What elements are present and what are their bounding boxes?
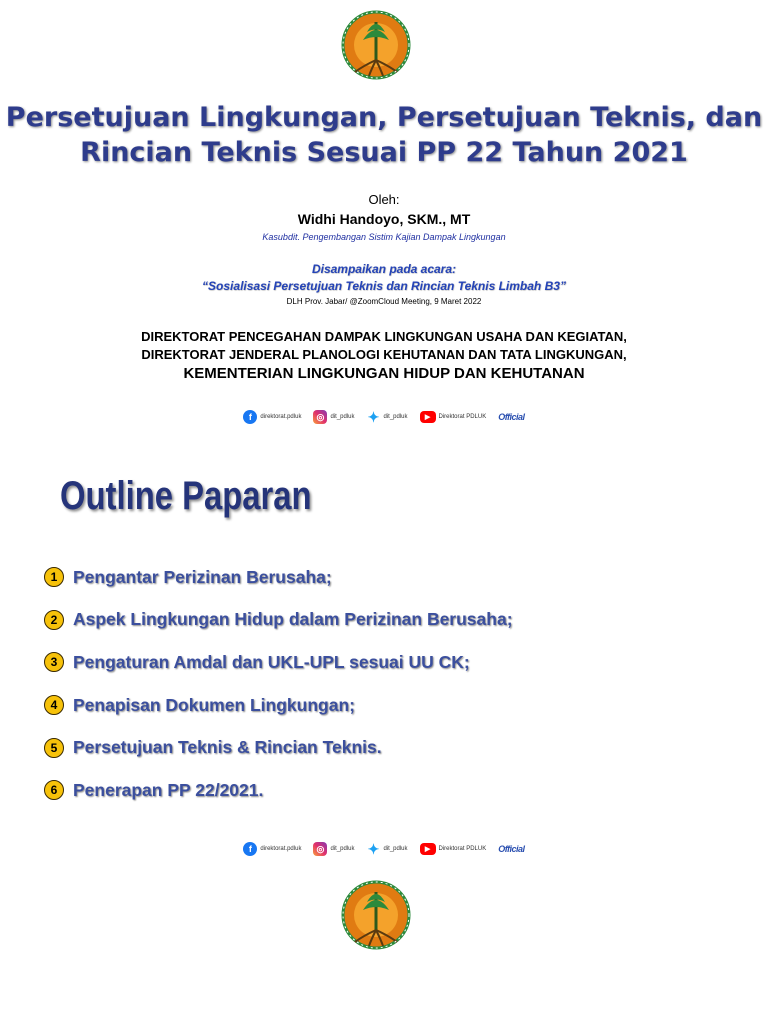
social-youtube[interactable] [420, 843, 487, 855]
social-instagram[interactable] [313, 842, 354, 856]
twitter-icon: ✦ [367, 408, 380, 425]
instagram-icon: ◎ [313, 842, 327, 856]
official-label: Official [498, 412, 525, 422]
page-title [0, 100, 768, 170]
social-bar-top [0, 410, 768, 424]
youtube-icon: ▶ [420, 411, 436, 423]
social-facebook[interactable] [243, 842, 301, 856]
facebook-handle: direktorat.pdluk [260, 846, 302, 852]
list-item [44, 556, 724, 599]
number-badge: 2 [44, 610, 64, 630]
official-logo [498, 412, 524, 422]
official-logo [498, 844, 524, 854]
social-twitter[interactable] [366, 842, 407, 856]
list-item [44, 726, 724, 769]
author-position: Kasubdit. Pengembangan Sistim Kajian Dampak Lingkungan [262, 232, 506, 242]
list-item-text: Penerapan PP 22/2021. [73, 779, 264, 800]
list-item-text: Aspek Lingkungan Hidup dalam Perizinan Berusaha; [73, 609, 513, 630]
youtube-icon: ▶ [420, 843, 436, 855]
list-item [44, 684, 724, 727]
title-line-2: Rincian Teknis Sesuai PP 22 Tahun 2021 [80, 137, 688, 168]
number-badge: 5 [44, 738, 64, 758]
social-facebook[interactable] [243, 410, 301, 424]
directorate-line-1: DIREKTORAT PENCEGAHAN DAMPAK LINGKUNGAN USAHA DAN KEGIATAN, [141, 329, 627, 344]
twitter-handle: dit_pdluk [383, 414, 408, 420]
presented-at-label: Disampaikan pada acara: [311, 262, 457, 276]
youtube-handle: Direktorat PDLUK [438, 846, 487, 852]
oleh-label: Oleh: [368, 192, 400, 207]
instagram-handle: dit_pdluk [330, 414, 355, 420]
title-line-1: Persetujuan Lingkungan, Persetujuan Teknis, dan [5, 102, 763, 133]
directorate-line-2: DIREKTORAT JENDERAL PLANOLOGI KEHUTANAN DAN TATA LINGKUNGAN, [141, 347, 627, 362]
directorate-line-3: KEMENTERIAN LINGKUNGAN HIDUP DAN KEHUTANAN [183, 365, 585, 382]
official-label: Official [498, 844, 525, 854]
ministry-emblem-icon [341, 880, 411, 950]
ministry-emblem-icon [341, 10, 411, 80]
twitter-handle: dit_pdluk [383, 846, 408, 852]
list-item-text: Persetujuan Teknis & Rincian Teknis. [73, 737, 382, 758]
youtube-handle: Direktorat PDLUK [438, 414, 487, 420]
event-venue: DLH Prov. Jabar/ @ZoomCloud Meeting, 9 Maret 2022 [286, 297, 482, 306]
number-badge: 1 [44, 567, 64, 587]
outline-list [44, 556, 724, 812]
social-instagram[interactable] [313, 410, 354, 424]
event-name: “Sosialisasi Persetujuan Teknis dan Rincian Teknis Limbah B3” [202, 279, 566, 293]
instagram-icon: ◎ [313, 410, 327, 424]
list-item [44, 769, 724, 812]
list-item [44, 599, 724, 642]
facebook-icon: f [243, 410, 257, 424]
number-badge: 6 [44, 780, 64, 800]
social-bar-bottom [0, 842, 768, 856]
social-twitter[interactable] [366, 410, 407, 424]
instagram-handle: dit_pdluk [330, 846, 355, 852]
facebook-icon: f [243, 842, 257, 856]
twitter-icon: ✦ [367, 840, 380, 857]
facebook-handle: direktorat.pdluk [260, 414, 302, 420]
social-youtube[interactable] [420, 411, 487, 423]
number-badge: 3 [44, 652, 64, 672]
list-item-text: Pengaturan Amdal dan UKL-UPL sesuai UU CK; [73, 651, 470, 672]
list-item [44, 641, 724, 684]
list-item-text: Penapisan Dokumen Lingkungan; [73, 694, 355, 715]
list-item-text: Pengantar Perizinan Berusaha; [73, 566, 332, 587]
author-name: Widhi Handoyo, SKM., MT [297, 211, 471, 227]
number-badge: 4 [44, 695, 64, 715]
outline-heading: Outline Paparan [60, 474, 312, 518]
